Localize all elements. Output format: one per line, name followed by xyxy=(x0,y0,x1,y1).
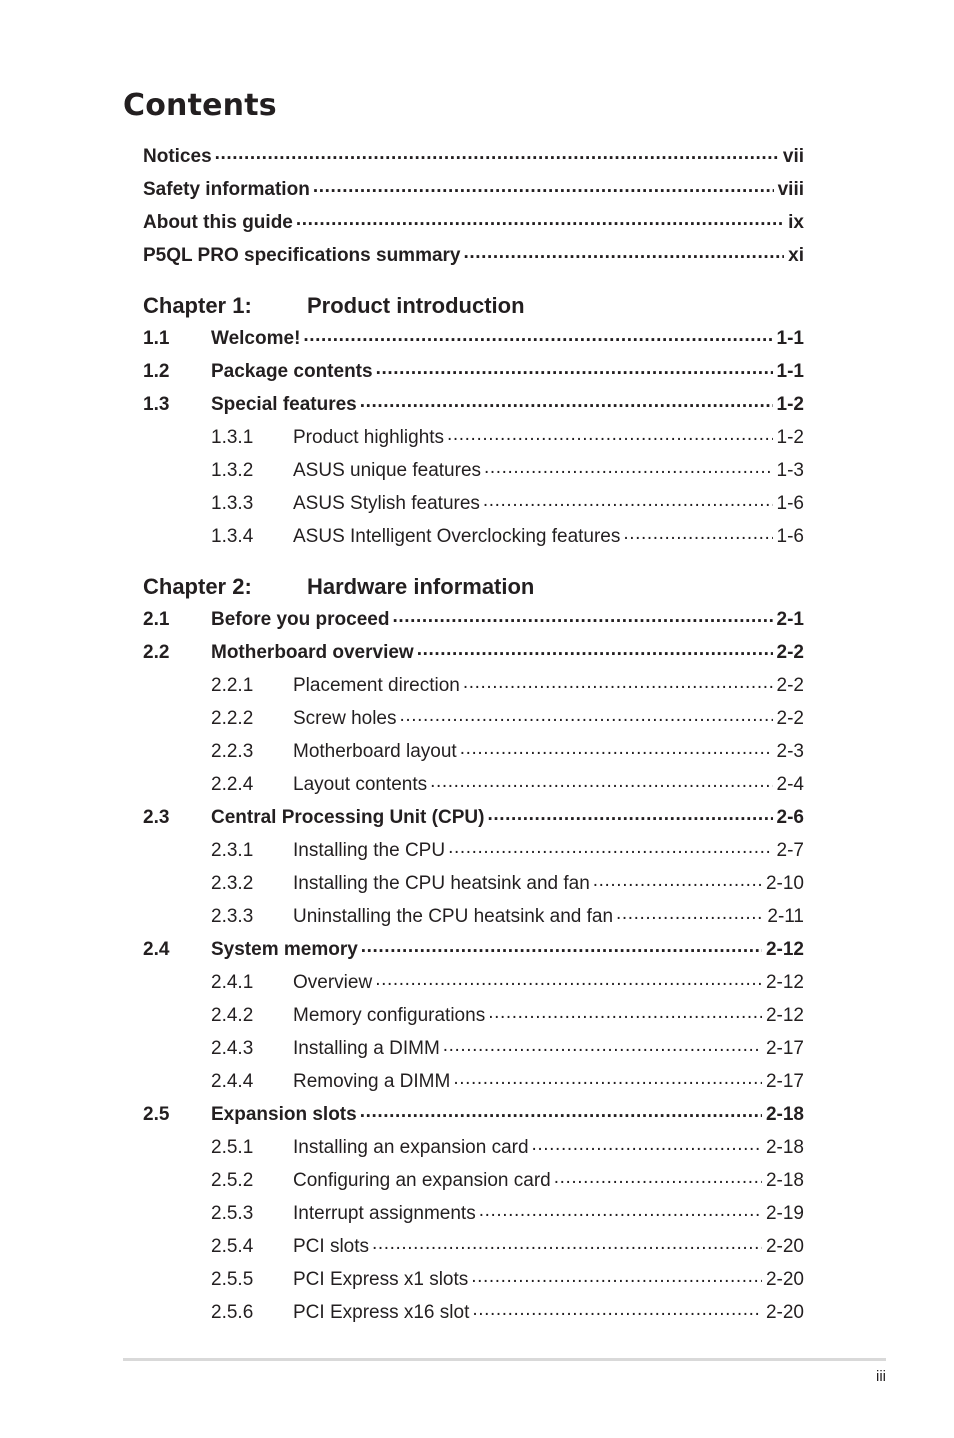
toc-entry-title: ASUS unique features xyxy=(293,459,482,481)
dot-leader xyxy=(360,394,773,416)
dot-leader xyxy=(487,807,772,829)
toc-entry[interactable] xyxy=(143,1098,804,1131)
toc-entry-title: Before you proceed xyxy=(211,608,390,630)
toc-entry[interactable] xyxy=(143,1263,804,1296)
toc-entry-number: 2.4.2 xyxy=(211,1004,254,1026)
toc-entry-number: 2.2.4 xyxy=(211,773,254,795)
toc-entry-number: 2.3.2 xyxy=(211,872,254,894)
toc-entry-page: 2-10 xyxy=(765,872,804,894)
toc-entry[interactable] xyxy=(143,388,804,421)
toc-entry-title: Special features xyxy=(211,393,357,415)
chapter-label: Chapter 2: xyxy=(143,574,252,599)
dot-leader xyxy=(215,146,779,168)
toc-entry-number: 2.3.3 xyxy=(211,905,254,927)
toc-entry[interactable] xyxy=(143,454,804,487)
toc-entry-page: 2-12 xyxy=(765,971,804,993)
dot-leader xyxy=(616,906,763,928)
toc-entry-page: 2-3 xyxy=(776,740,804,762)
toc-entry-page: 1-2 xyxy=(776,393,804,415)
toc-entry[interactable] xyxy=(143,933,804,966)
toc-entry-title: Central Processing Unit (CPU) xyxy=(211,806,485,828)
dot-leader xyxy=(479,1203,762,1225)
toc-entry[interactable] xyxy=(143,173,804,206)
toc-entry[interactable] xyxy=(143,768,804,801)
toc-entry-number: 2.1 xyxy=(143,608,170,630)
toc-entry[interactable] xyxy=(143,801,804,834)
dot-leader xyxy=(471,1269,762,1291)
toc-entry-number: 2.2 xyxy=(143,641,170,663)
toc-entry-number: 1.3.3 xyxy=(211,492,254,514)
toc-entry-page: 2-18 xyxy=(765,1136,804,1158)
chapter-heading xyxy=(143,272,804,322)
toc-entry-page: 2-18 xyxy=(765,1103,804,1125)
toc-entry-title: Safety information xyxy=(143,178,310,200)
toc-entry-title: Motherboard overview xyxy=(211,641,414,663)
toc-entry[interactable] xyxy=(143,834,804,867)
toc-entry-title: Uninstalling the CPU heatsink and fan xyxy=(293,905,614,927)
dot-leader xyxy=(593,873,762,895)
toc-entry-page: 1-3 xyxy=(776,459,804,481)
toc-entry[interactable] xyxy=(143,702,804,735)
dot-leader xyxy=(453,1071,762,1093)
toc-entry[interactable] xyxy=(143,1065,804,1098)
toc-entry[interactable] xyxy=(143,999,804,1032)
toc-entry-number: 2.2.1 xyxy=(211,674,254,696)
toc-entry-page: 2-20 xyxy=(765,1301,804,1323)
toc-entry-number: 1.3.1 xyxy=(211,426,254,448)
toc-entry-number: 2.2.2 xyxy=(211,707,254,729)
toc-entry[interactable] xyxy=(143,966,804,999)
dot-leader xyxy=(532,1137,762,1159)
toc-entry-title: Package contents xyxy=(211,360,373,382)
toc-entry-title: Installing an expansion card xyxy=(293,1136,529,1158)
dot-leader xyxy=(554,1170,762,1192)
toc-entry-number: 2.4.3 xyxy=(211,1037,254,1059)
toc-entry-page: 1-6 xyxy=(776,492,804,514)
toc-entry[interactable] xyxy=(143,1197,804,1230)
toc-entry-page: 2-4 xyxy=(776,773,804,795)
toc-entry[interactable] xyxy=(143,636,804,669)
toc-entry[interactable] xyxy=(143,1131,804,1164)
toc-entry-page: vii xyxy=(782,145,804,167)
toc-entry-number: 2.5 xyxy=(143,1103,170,1125)
toc-entry[interactable] xyxy=(143,867,804,900)
toc-entry-title: Motherboard layout xyxy=(293,740,457,762)
toc-entry-page: 2-20 xyxy=(765,1268,804,1290)
toc-entry-number: 2.5.4 xyxy=(211,1235,254,1257)
dot-leader xyxy=(372,1236,762,1258)
dot-leader xyxy=(376,361,773,383)
toc-entry-page: 2-17 xyxy=(765,1037,804,1059)
toc-entry-page: 2-19 xyxy=(765,1202,804,1224)
toc-entry-title: Installing a DIMM xyxy=(293,1037,440,1059)
dot-leader xyxy=(360,1104,762,1126)
dot-leader xyxy=(484,460,773,482)
dot-leader xyxy=(296,212,784,234)
toc-entry-title: Layout contents xyxy=(293,773,428,795)
dot-leader xyxy=(392,609,772,631)
toc-entry-number: 2.5.1 xyxy=(211,1136,254,1158)
toc-entry[interactable] xyxy=(143,421,804,454)
toc-entry-page: 2-6 xyxy=(776,806,804,828)
toc-entry-page: 2-17 xyxy=(765,1070,804,1092)
chapter-title: Product introduction xyxy=(307,293,525,318)
toc-entry[interactable] xyxy=(143,603,804,636)
toc-entry[interactable] xyxy=(143,140,804,173)
dot-leader xyxy=(361,939,762,961)
toc-entry-title: PCI Express x1 slots xyxy=(293,1268,469,1290)
dot-leader xyxy=(375,972,762,994)
dot-leader xyxy=(448,840,772,862)
toc-entry-page: xi xyxy=(788,244,804,266)
toc-entry[interactable] xyxy=(143,520,804,553)
dot-leader xyxy=(623,526,772,548)
toc-entry-page: ix xyxy=(788,211,804,233)
toc-entry-page: 1-6 xyxy=(776,525,804,547)
toc-entry-title: Screw holes xyxy=(293,707,397,729)
toc-entry-title: System memory xyxy=(211,938,358,960)
toc-entry-title: Configuring an expansion card xyxy=(293,1169,551,1191)
toc-entry-page: 2-7 xyxy=(776,839,804,861)
dot-leader xyxy=(463,675,773,697)
chapter-heading xyxy=(143,553,804,603)
toc-entry-number: 2.5.6 xyxy=(211,1301,254,1323)
toc-entry-page: 2-2 xyxy=(776,674,804,696)
toc-entry-title: Product highlights xyxy=(293,426,445,448)
dot-leader xyxy=(443,1038,762,1060)
toc-entry-title: Placement direction xyxy=(293,674,460,696)
toc-entry-title: P5QL PRO specifications summary xyxy=(143,244,461,266)
toc-entry-title: Interrupt assignments xyxy=(293,1202,476,1224)
toc-entry-title: ASUS Stylish features xyxy=(293,492,480,514)
toc-entry-number: 2.2.3 xyxy=(211,740,254,762)
toc-entry-title: Overview xyxy=(293,971,373,993)
toc-entry-title: Expansion slots xyxy=(211,1103,357,1125)
toc-entry-page: 2-11 xyxy=(767,905,804,927)
chapter-title: Hardware information xyxy=(307,574,535,599)
toc-entry-number: 2.4 xyxy=(143,938,170,960)
toc-entry-title: PCI Express x16 slot xyxy=(293,1301,470,1323)
toc-entry[interactable] xyxy=(143,1230,804,1263)
toc-entry-number: 1.3.2 xyxy=(211,459,254,481)
table-of-contents xyxy=(143,140,804,1329)
toc-entry[interactable] xyxy=(143,239,804,272)
dot-leader xyxy=(472,1302,762,1324)
toc-entry-number: 2.5.5 xyxy=(211,1268,254,1290)
toc-entry-page: 1-2 xyxy=(776,426,804,448)
toc-entry-page: 2-2 xyxy=(776,641,804,663)
toc-entry[interactable] xyxy=(143,206,804,239)
toc-entry-page: viii xyxy=(777,178,804,200)
toc-entry[interactable] xyxy=(143,900,804,933)
dot-leader xyxy=(464,245,785,267)
toc-entry[interactable] xyxy=(143,487,804,520)
toc-entry[interactable] xyxy=(143,735,804,768)
toc-entry[interactable] xyxy=(143,1032,804,1065)
toc-entry-title: About this guide xyxy=(143,211,293,233)
toc-entry-title: ASUS Intelligent Overclocking features xyxy=(293,525,621,547)
toc-entry-number: 1.3.4 xyxy=(211,525,254,547)
dot-leader xyxy=(460,741,773,763)
dot-leader xyxy=(483,493,773,515)
toc-entry-title: Removing a DIMM xyxy=(293,1070,451,1092)
footer-page-number: iii xyxy=(876,1368,886,1385)
toc-entry-title: Installing the CPU heatsink and fan xyxy=(293,872,590,894)
dot-leader xyxy=(417,642,773,664)
dot-leader xyxy=(303,328,772,350)
toc-entry-page: 2-20 xyxy=(765,1235,804,1257)
toc-entry-number: 2.4.4 xyxy=(211,1070,254,1092)
toc-entry-page: 2-18 xyxy=(765,1169,804,1191)
toc-entry-page: 2-12 xyxy=(765,938,804,960)
toc-entry-number: 2.5.3 xyxy=(211,1202,254,1224)
toc-entry-number: 2.3 xyxy=(143,806,170,828)
toc-entry-title: Notices xyxy=(143,145,212,167)
toc-entry-title: Memory configurations xyxy=(293,1004,486,1026)
dot-leader xyxy=(430,774,772,796)
toc-entry-page: 1-1 xyxy=(776,360,804,382)
toc-entry[interactable] xyxy=(143,1164,804,1197)
toc-entry-page: 2-2 xyxy=(776,707,804,729)
toc-entry[interactable] xyxy=(143,1296,804,1329)
toc-entry-number: 2.5.2 xyxy=(211,1169,254,1191)
toc-entry-page: 2-1 xyxy=(776,608,804,630)
toc-entry[interactable] xyxy=(143,355,804,388)
toc-entry-title: PCI slots xyxy=(293,1235,370,1257)
dot-leader xyxy=(313,179,774,201)
toc-entry-page: 1-1 xyxy=(776,327,804,349)
toc-entry-title: Installing the CPU xyxy=(293,839,446,861)
dot-leader xyxy=(488,1005,762,1027)
toc-entry-page: 2-12 xyxy=(765,1004,804,1026)
dot-leader xyxy=(400,708,773,730)
chapter-label: Chapter 1: xyxy=(143,293,252,318)
dot-leader xyxy=(447,427,772,449)
toc-entry-number: 1.1 xyxy=(143,327,170,349)
toc-entry-number: 2.3.1 xyxy=(211,839,254,861)
page-title: Contents xyxy=(123,88,277,123)
toc-entry[interactable] xyxy=(143,669,804,702)
toc-entry-title: Welcome! xyxy=(211,327,301,349)
toc-entry-number: 1.2 xyxy=(143,360,170,382)
footer-divider xyxy=(123,1358,886,1361)
toc-entry[interactable] xyxy=(143,322,804,355)
toc-entry-number: 1.3 xyxy=(143,393,170,415)
toc-entry-number: 2.4.1 xyxy=(211,971,254,993)
